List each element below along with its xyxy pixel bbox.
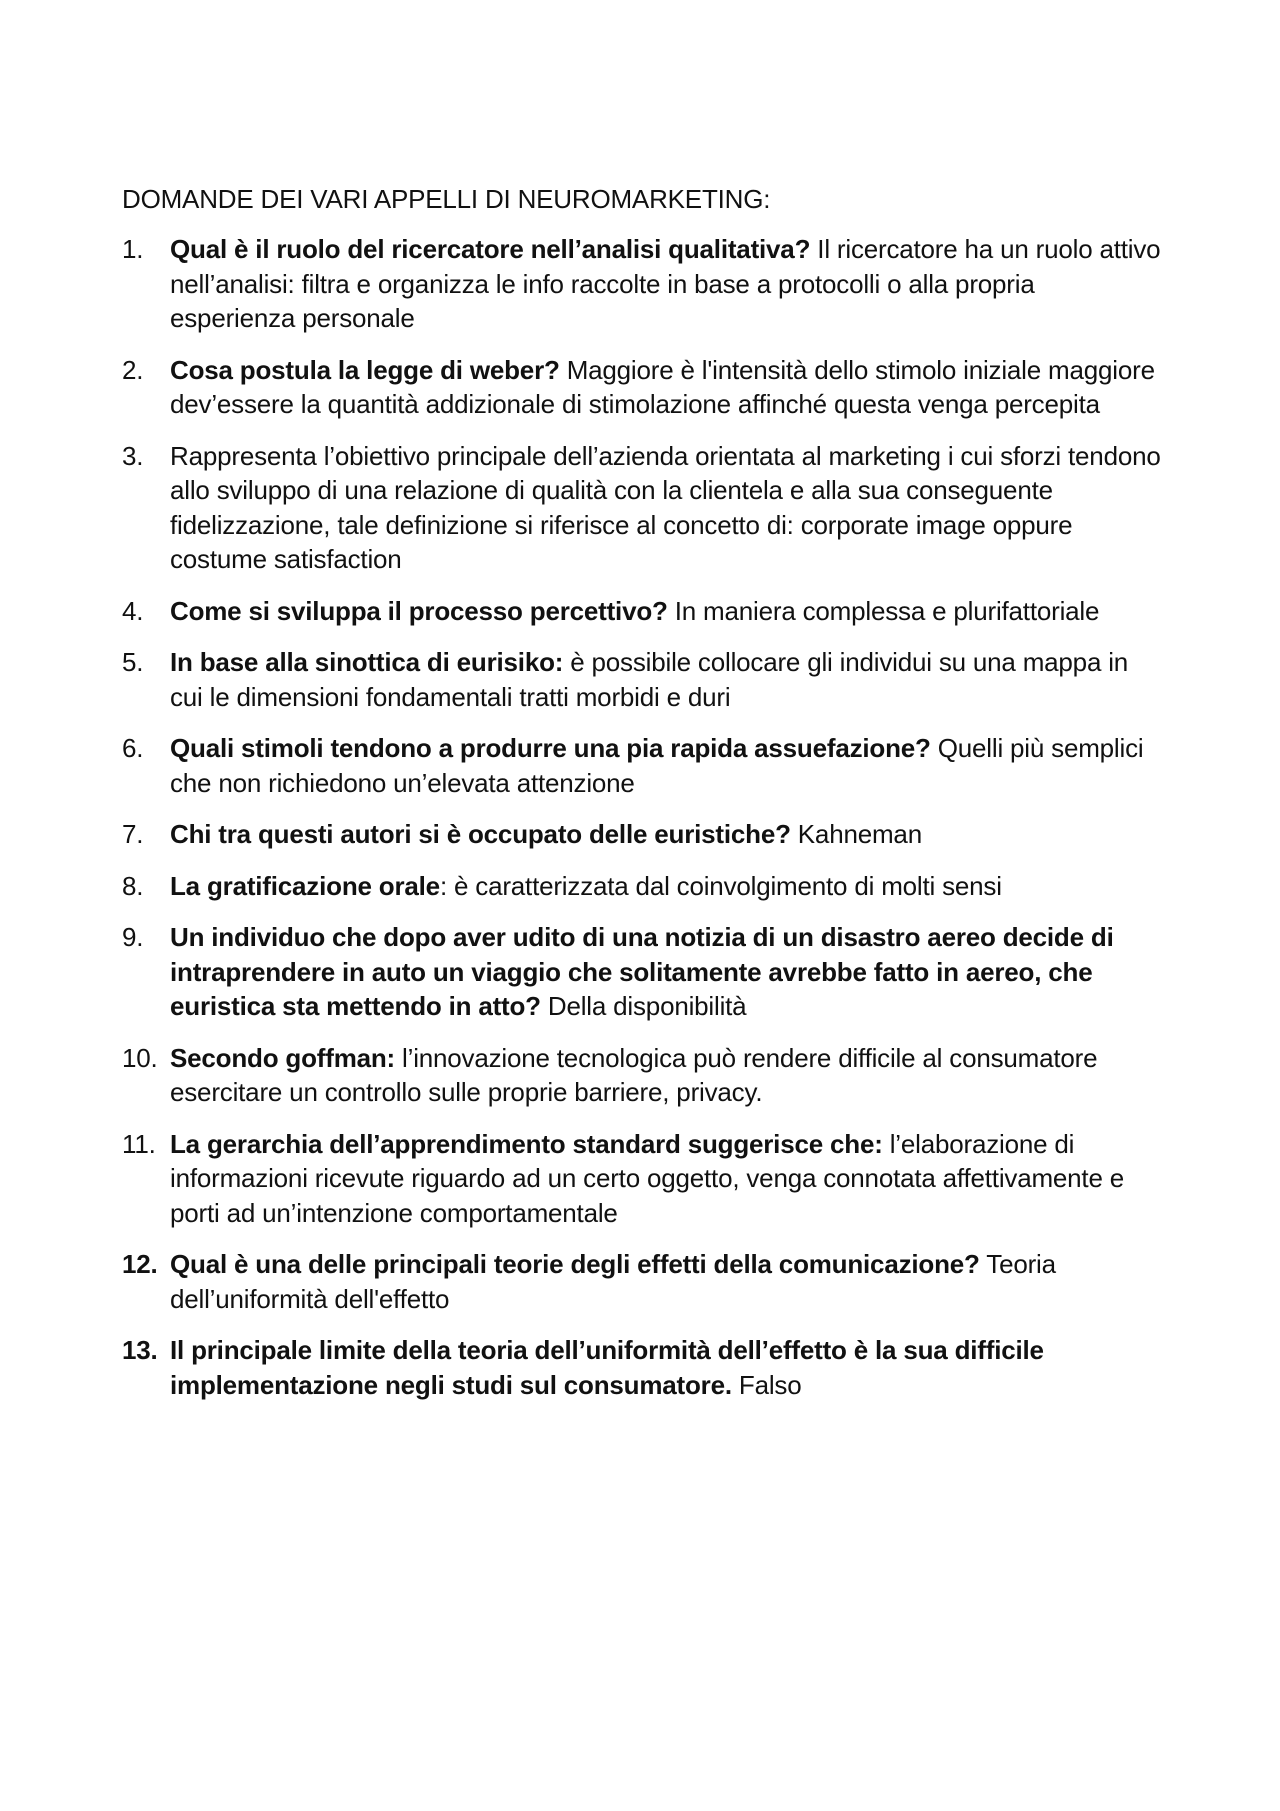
answer-text: l’elaborazione di informazioni ricevute riguardo ad un certo oggetto, venga connotata affettivamente e porti ad un’intenzione comportamentale: [170, 1128, 1124, 1228]
list-item: [122, 1247, 1162, 1316]
answer-text: Quelli più semplici che non richiedono un’elevata attenzione: [170, 733, 1144, 798]
answer-text: Teoria dell’uniformità dell'effetto: [170, 1249, 1056, 1314]
item-number: 13.: [122, 1335, 158, 1365]
document-title: DOMANDE DEI VARI APPELLI DI NEUROMARKETING:: [122, 184, 771, 214]
item-number: 12.: [122, 1249, 158, 1279]
answer-text: Kahneman: [790, 819, 922, 849]
answer-text: In maniera complessa e plurifattoriale: [667, 595, 1100, 626]
item-number: 3.: [122, 440, 144, 471]
item-number: 9.: [122, 922, 144, 952]
question-text: La gratificazione orale: [170, 870, 440, 901]
document-page: [122, 182, 1162, 1419]
answer-text: Il ricercatore ha un ruolo attivo nell’analisi: filtra e organizza le info raccolte in base a protocolli o alla propria esperienza personale: [170, 234, 1161, 333]
question-text: Qual è il ruolo del ricercatore nell’analisi qualitativa?: [170, 234, 811, 264]
answer-text: Della disponibilità: [540, 991, 747, 1021]
item-number: 1.: [122, 234, 144, 264]
item-number: 8.: [122, 870, 144, 901]
list-item: [122, 920, 1162, 1024]
list-item: [122, 817, 1162, 852]
list-item: [122, 439, 1162, 577]
question-text: Chi tra questi autori si è occupato delle euristiche?: [170, 819, 791, 849]
item-number: 4.: [122, 595, 144, 626]
list-item: [122, 232, 1162, 336]
list-item: [122, 353, 1162, 422]
answer-text: Rappresenta l’obiettivo principale dell’azienda orientata al marketing i cui sforzi tendono allo sviluppo di una relazione di qualità con la clientela e alla sua conseguente fidelizzazione, tale definizione si riferisce al concetto di: corporate image oppure costume satisfaction: [170, 440, 1161, 574]
item-number: 7.: [122, 819, 144, 849]
list-item: [122, 869, 1162, 904]
answer-text: : è caratterizzata dal coinvolgimento di molti sensi: [439, 870, 1002, 901]
item-number: 6.: [122, 733, 144, 763]
question-text: La gerarchia dell’apprendimento standard suggerisce che:: [170, 1128, 883, 1159]
question-text: Quali stimoli tendono a produrre una pia rapida assuefazione?: [170, 733, 931, 763]
answer-text: l’innovazione tecnologica può rendere difficile al consumatore esercitare un controllo sulle proprie barriere, privacy.: [170, 1042, 1098, 1107]
list-item: [122, 1333, 1162, 1402]
list-item: [122, 645, 1162, 714]
list-item: [122, 1127, 1162, 1231]
item-number: 10.: [122, 1042, 158, 1073]
answer-text: Falso: [731, 1369, 802, 1400]
question-text: In base alla sinottica di eurisiko:: [170, 647, 564, 677]
item-number: 11.: [122, 1128, 156, 1159]
question-text: Il principale limite della teoria dell’uniformità dell’effetto è la sua difficile implementazione negli studi sul consumatore.: [170, 1335, 1044, 1400]
item-number: 2.: [122, 354, 144, 385]
list-item: [122, 1041, 1162, 1110]
question-text: Come si sviluppa il processo percettivo?: [170, 595, 668, 626]
answer-text: Maggiore è l'intensità dello stimolo iniziale maggiore dev’essere la quantità addizionale di stimolazione affinché questa venga percepita: [170, 354, 1155, 419]
question-list: [122, 232, 1162, 1402]
question-text: Cosa postula la legge di weber?: [170, 354, 560, 385]
question-text: Un individuo che dopo aver udito di una notizia di un disastro aereo decide di intraprendere in auto un viaggio che solitamente avrebbe fatto in aereo, che euristica sta mettendo in atto?: [170, 922, 1114, 1021]
list-item: [122, 731, 1162, 800]
list-item: [122, 594, 1162, 629]
question-text: Qual è una delle principali teorie degli effetti della comunicazione?: [170, 1249, 980, 1279]
item-number: 5.: [122, 647, 144, 677]
question-text: Secondo goffman:: [170, 1042, 396, 1073]
answer-text: è possibile collocare gli individui su una mappa in cui le dimensioni fondamentali tratti morbidi e duri: [170, 647, 1129, 712]
